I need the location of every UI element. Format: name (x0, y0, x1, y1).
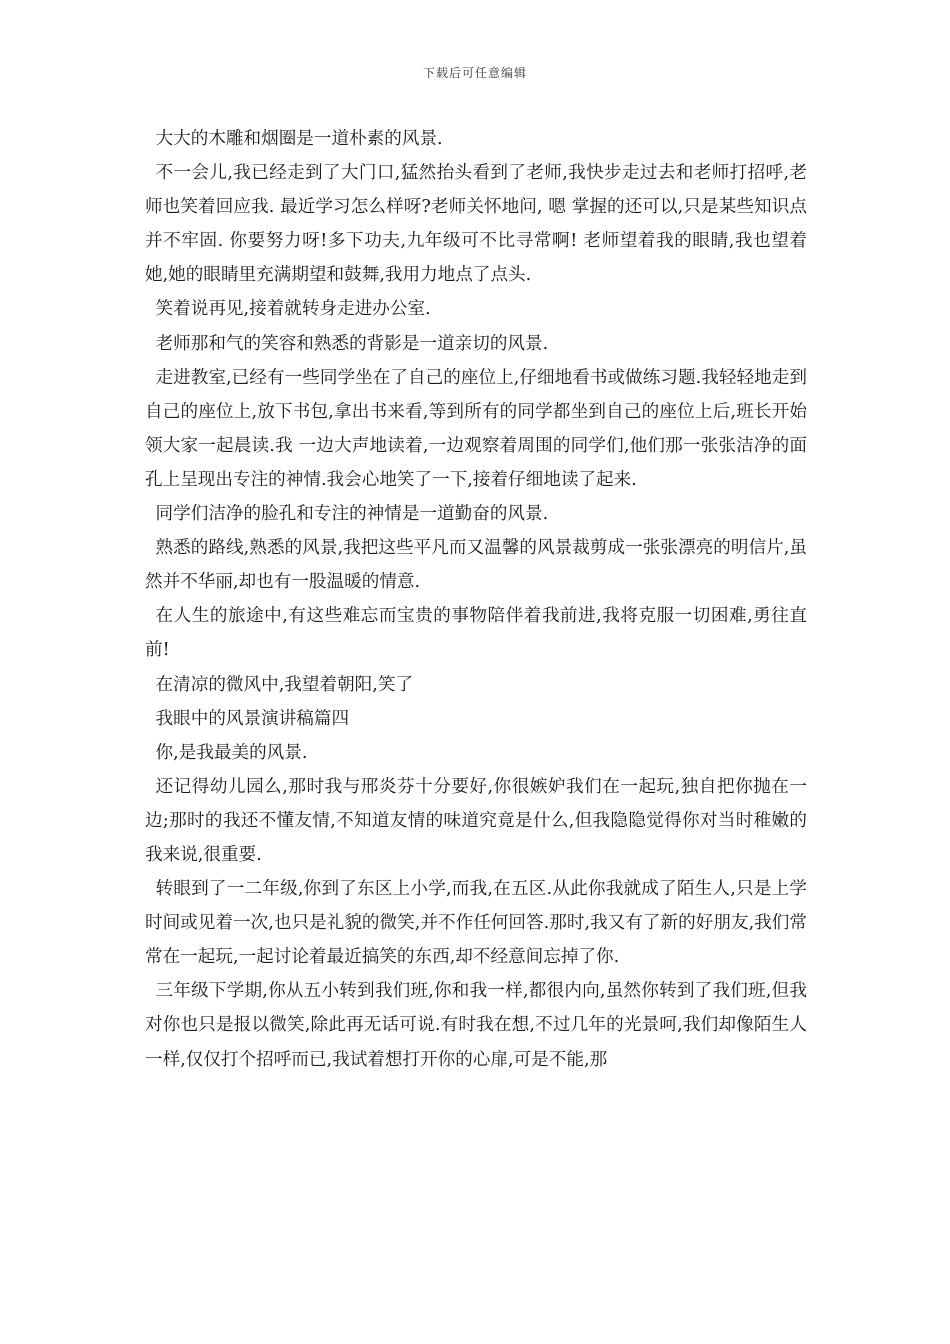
paragraph: 老师那和气的笑容和熟悉的背影是一道亲切的风景. (155, 333, 549, 354)
paragraph: 大大的木雕和烟圈是一道朴素的风景. (155, 129, 443, 149)
paragraph: 还记得幼儿园么,那时我与邢炎芬十分要好,你很嫉妒我们在一起玩,独自把你抛在一边;那时的我还不懂友情,不知道友情的味道究竟是什么,但我隐隐觉得你对当时稚嫩的我来说,很重要. (145, 776, 807, 865)
paragraph: 同学们洁净的脸孔和专注的神情是一道勤奋的风景. (155, 504, 549, 525)
paragraph: 三年级下学期,你从五小转到我们班,你和我一样,都很内向,虽然你转到了我们班,但我对你也只是报以微笑,除此再无话可说.有时我在想,不过几年的光景呵,我们却像陌生人一样,仅仅打个招呼而已,我试着想打开你的心扉,可是不能,那 (145, 981, 807, 1070)
paragraph: 转眼到了一二年级,你到了东区上小学,而我,在五区.从此你我就成了陌生人,只是上学时间或见着一次,也只是礼貌的微笑,并不作任何回答.那时,我又有了新的好朋友,我们常常在一起玩,一起讨论着最近搞笑的东西,却不经意间忘掉了你. (145, 879, 807, 968)
paragraph: 熟悉的路线,熟悉的风景,我把这些平凡而又温馨的风景裁剪成一张张漂亮的明信片,虽然并不华丽,却也有一股温暖的情意. (145, 538, 807, 593)
paragraph: 走进教室,已经有一些同学坐在了自己的座位上,仔细地看书或做练习题.我轻轻地走到自己的座位上,放下书包,拿出书来看,等到所有的同学都坐到自己的座位上后,班长开始领大家一起晨读.我 一边大声地读着,一边观察着周围的同学们,他们那一张张洁净的面孔上呈现出专注的神情.我会心地笑了一下,接着仔细地读了起来. (145, 367, 807, 490)
paragraph: 在人生的旅途中,有这些难忘而宝贵的事物陪伴着我前进,我将克服一切困难,勇往直前! (145, 606, 807, 661)
paragraph: 你,是我最美的风景. (155, 742, 308, 763)
document-body (145, 122, 807, 1077)
page-header: 下载后可任意编辑 (422, 66, 527, 80)
paragraph: 在清凉的微风中,我望着朝阳,笑了 (155, 674, 414, 695)
section-title: 我眼中的风景演讲稿篇四 (155, 708, 350, 729)
paragraph: 不一会儿,我已经走到了大门口,猛然抬头看到了老师,我快步走过去和老师打招呼,老师也笑着回应我. 最近学习怎么样呀?老师关怀地问, 嗯 掌握的还可以,只是某些知识点并不牢固. 你要努力呀!多下功夫,九年级可不比寻常啊! 老师望着我的眼睛,我也望着她,她的眼睛里充满期望和鼓舞,我用力地点了点头. (145, 163, 807, 286)
paragraph: 笑着说再见,接着就转身走进办公室. (155, 299, 431, 320)
